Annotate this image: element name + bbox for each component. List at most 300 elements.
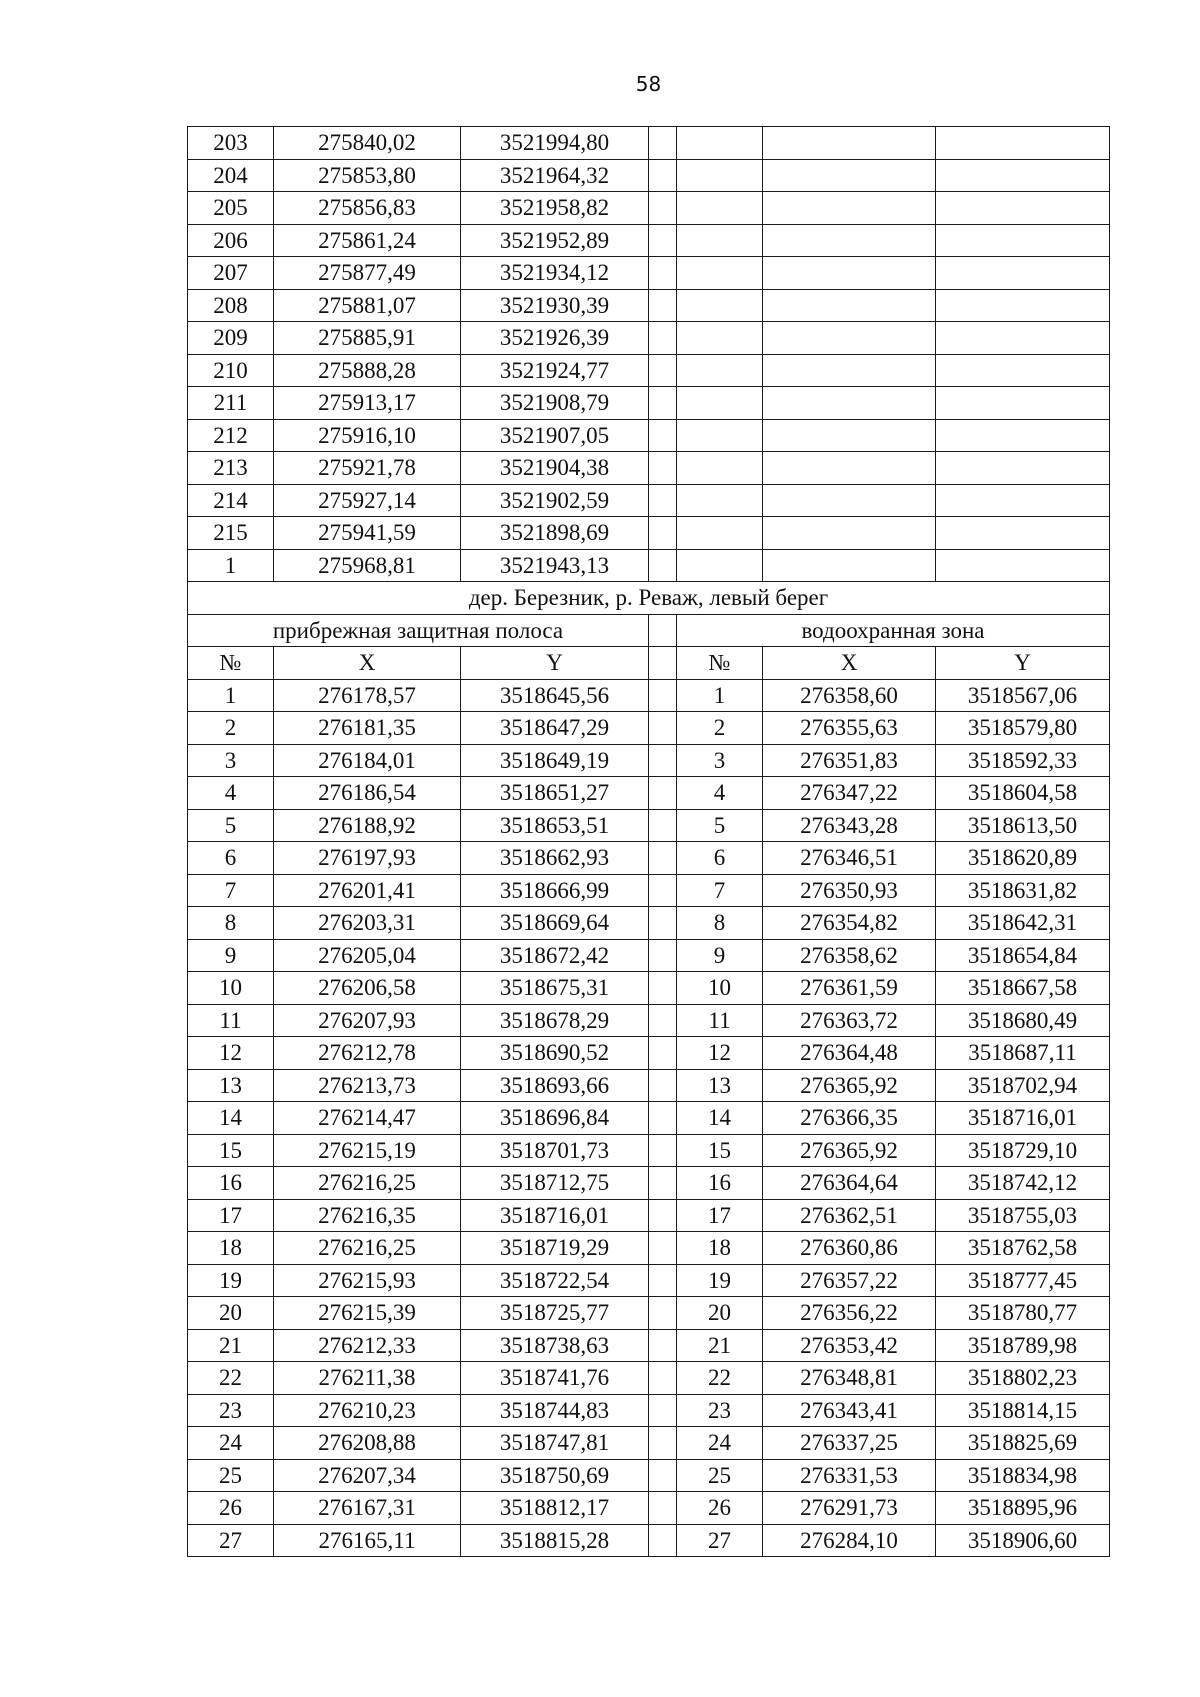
shore-coord-y: 3518649,19 [461,744,649,777]
table-row [188,1069,1110,1102]
zone-coord-x: 276365,92 [763,1069,936,1102]
gap-cell [649,1362,677,1395]
zone-coord-x: 276364,48 [763,1037,936,1070]
coordinates-table [187,126,1110,1557]
zone-coord-y: 3518702,94 [936,1069,1110,1102]
table-row [188,419,1110,452]
coord-y: 3521904,38 [461,452,649,485]
zone-point-number: 7 [677,874,763,907]
zone-coord-x: 276337,25 [763,1427,936,1460]
shore-coord-y: 3518750,69 [461,1459,649,1492]
shore-point-number: 7 [188,874,274,907]
gap-cell [649,192,677,225]
shore-coord-x: 276216,35 [274,1199,461,1232]
coord-x: 275888,28 [274,354,461,387]
zone-coord-y: 3518680,49 [936,1004,1110,1037]
empty-cell [763,127,936,160]
zone-coord-x: 276353,42 [763,1329,936,1362]
zone-point-number: 19 [677,1264,763,1297]
shore-coord-x: 276212,78 [274,1037,461,1070]
coord-y: 3521902,59 [461,484,649,517]
shore-point-number: 26 [188,1492,274,1525]
empty-cell [677,159,763,192]
shore-coord-x: 276205,04 [274,939,461,972]
gap-cell [649,907,677,940]
empty-cell [763,224,936,257]
gap-cell [649,1459,677,1492]
header-num-left: № [188,647,274,680]
gap-cell [649,224,677,257]
zone-coord-x: 276354,82 [763,907,936,940]
shore-coord-y: 3518675,31 [461,972,649,1005]
gap-cell [649,744,677,777]
point-number: 213 [188,452,274,485]
empty-cell [677,289,763,322]
table-row [188,224,1110,257]
zone-coord-y: 3518742,12 [936,1167,1110,1200]
table-row [188,777,1110,810]
section-title: дер. Березник, р. Реваж, левый берег [188,582,1110,615]
header-x-left: X [274,647,461,680]
coord-y: 3521926,39 [461,322,649,355]
zone-coord-x: 276346,51 [763,842,936,875]
empty-cell [763,387,936,420]
zone-coord-y: 3518755,03 [936,1199,1110,1232]
shore-point-number: 10 [188,972,274,1005]
empty-cell [936,484,1110,517]
gap-cell [649,679,677,712]
table-row [188,809,1110,842]
shore-coord-x: 276211,38 [274,1362,461,1395]
zone-point-number: 16 [677,1167,763,1200]
empty-cell [677,452,763,485]
zone-point-number: 20 [677,1297,763,1330]
zone-coord-x: 276361,59 [763,972,936,1005]
shore-coord-y: 3518662,93 [461,842,649,875]
point-number: 214 [188,484,274,517]
shore-coord-x: 276197,93 [274,842,461,875]
shore-coord-x: 276186,54 [274,777,461,810]
shore-coord-x: 276165,11 [274,1524,461,1557]
zone-coord-y: 3518613,50 [936,809,1110,842]
coord-x: 275877,49 [274,257,461,290]
zone-coord-y: 3518620,89 [936,842,1110,875]
shore-coord-y: 3518815,28 [461,1524,649,1557]
empty-cell [677,484,763,517]
coord-x: 275840,02 [274,127,461,160]
shore-coord-y: 3518725,77 [461,1297,649,1330]
zone-coord-y: 3518654,84 [936,939,1110,972]
zone-coord-y: 3518604,58 [936,777,1110,810]
table-row [188,159,1110,192]
shore-coord-y: 3518693,66 [461,1069,649,1102]
empty-cell [677,387,763,420]
gap-cell [649,1199,677,1232]
gap-cell [649,354,677,387]
point-number: 210 [188,354,274,387]
table-row [188,874,1110,907]
zone-coord-y: 3518631,82 [936,874,1110,907]
empty-cell [677,192,763,225]
zone-point-number: 22 [677,1362,763,1395]
zone-coord-x: 276357,22 [763,1264,936,1297]
gap-cell [649,1329,677,1362]
point-number: 208 [188,289,274,322]
shore-coord-x: 276178,57 [274,679,461,712]
coord-x: 275913,17 [274,387,461,420]
table-row [188,127,1110,160]
zone-coord-y: 3518802,23 [936,1362,1110,1395]
gap-cell [649,1167,677,1200]
empty-cell [677,127,763,160]
gap-cell [649,1492,677,1525]
gap-cell [649,322,677,355]
zone-point-number: 2 [677,712,763,745]
coord-y: 3521907,05 [461,419,649,452]
gap-cell [649,712,677,745]
zone-coord-x: 276358,62 [763,939,936,972]
shore-coord-x: 276184,01 [274,744,461,777]
left-zone-title: прибрежная защитная полоса [188,614,649,647]
section-title-row [188,582,1110,615]
shore-coord-x: 276216,25 [274,1232,461,1265]
empty-cell [936,159,1110,192]
zone-coord-y: 3518906,60 [936,1524,1110,1557]
table-row [188,939,1110,972]
table-row [188,1134,1110,1167]
column-header-row [188,647,1110,680]
gap-cell [649,1069,677,1102]
gap-cell [649,647,677,680]
empty-cell [936,549,1110,582]
zone-coord-y: 3518579,80 [936,712,1110,745]
shore-coord-y: 3518696,84 [461,1102,649,1135]
shore-point-number: 8 [188,907,274,940]
table-row [188,1037,1110,1070]
table-row [188,1524,1110,1557]
zone-point-number: 8 [677,907,763,940]
zone-coord-x: 276358,60 [763,679,936,712]
zone-point-number: 13 [677,1069,763,1102]
zone-point-number: 10 [677,972,763,1005]
shore-coord-x: 276215,93 [274,1264,461,1297]
zone-coord-x: 276347,22 [763,777,936,810]
gap-cell [649,549,677,582]
point-number: 207 [188,257,274,290]
empty-cell [936,419,1110,452]
gap-cell [649,419,677,452]
shore-coord-y: 3518653,51 [461,809,649,842]
zone-coord-y: 3518789,98 [936,1329,1110,1362]
zone-coord-x: 276363,72 [763,1004,936,1037]
shore-point-number: 17 [188,1199,274,1232]
shore-coord-x: 276203,31 [274,907,461,940]
shore-point-number: 27 [188,1524,274,1557]
shore-coord-x: 276215,19 [274,1134,461,1167]
coord-x: 275881,07 [274,289,461,322]
shore-coord-y: 3518645,56 [461,679,649,712]
empty-cell [763,159,936,192]
coord-x: 275941,59 [274,517,461,550]
zone-coord-y: 3518716,01 [936,1102,1110,1135]
empty-cell [936,257,1110,290]
coord-x: 275927,14 [274,484,461,517]
coord-y: 3521908,79 [461,387,649,420]
table-row [188,1004,1110,1037]
zone-coord-y: 3518825,69 [936,1427,1110,1460]
gap-cell [649,939,677,972]
zone-point-number: 18 [677,1232,763,1265]
empty-cell [936,517,1110,550]
zone-coord-x: 276343,28 [763,809,936,842]
empty-cell [677,549,763,582]
shore-point-number: 24 [188,1427,274,1460]
shore-point-number: 6 [188,842,274,875]
shore-coord-x: 276207,34 [274,1459,461,1492]
table-row [188,1102,1110,1135]
shore-coord-y: 3518744,83 [461,1394,649,1427]
gap-cell [649,1264,677,1297]
coord-x: 275885,91 [274,322,461,355]
section-rows [188,679,1110,1557]
zone-coord-x: 276365,92 [763,1134,936,1167]
zone-point-number: 25 [677,1459,763,1492]
header-x-right: X [763,647,936,680]
gap-cell [649,1232,677,1265]
zone-point-number: 17 [677,1199,763,1232]
shore-point-number: 5 [188,809,274,842]
table-row [188,354,1110,387]
zone-coord-x: 276351,83 [763,744,936,777]
shore-coord-y: 3518722,54 [461,1264,649,1297]
empty-cell [936,387,1110,420]
zone-coord-x: 276291,73 [763,1492,936,1525]
right-zone-title: водоохранная зона [677,614,1110,647]
coord-y: 3521952,89 [461,224,649,257]
shore-point-number: 13 [188,1069,274,1102]
shore-coord-y: 3518669,64 [461,907,649,940]
table-row [188,1427,1110,1460]
shore-point-number: 15 [188,1134,274,1167]
table-row [188,972,1110,1005]
zone-point-number: 3 [677,744,763,777]
zone-coord-y: 3518762,58 [936,1232,1110,1265]
coord-x: 275968,81 [274,549,461,582]
shore-coord-x: 276213,73 [274,1069,461,1102]
empty-cell [677,322,763,355]
coord-y: 3521924,77 [461,354,649,387]
coord-x: 275916,10 [274,419,461,452]
gap-cell [649,777,677,810]
shore-coord-y: 3518712,75 [461,1167,649,1200]
shore-coord-x: 276167,31 [274,1492,461,1525]
empty-cell [763,517,936,550]
shore-point-number: 21 [188,1329,274,1362]
gap-cell [649,484,677,517]
shore-coord-y: 3518738,63 [461,1329,649,1362]
table-row [188,1297,1110,1330]
gap-cell [649,614,677,647]
shore-point-number: 3 [188,744,274,777]
table-row [188,1264,1110,1297]
zone-point-number: 5 [677,809,763,842]
zone-point-number: 1 [677,679,763,712]
zone-point-number: 6 [677,842,763,875]
zone-coord-y: 3518667,58 [936,972,1110,1005]
table-row [188,1232,1110,1265]
gap-cell [649,874,677,907]
shore-coord-x: 276216,25 [274,1167,461,1200]
zone-point-number: 15 [677,1134,763,1167]
zone-coord-x: 276350,93 [763,874,936,907]
empty-cell [763,452,936,485]
shore-coord-x: 276181,35 [274,712,461,745]
empty-cell [677,419,763,452]
empty-cell [936,224,1110,257]
coord-y: 3521958,82 [461,192,649,225]
section-header [188,582,1110,680]
shore-point-number: 20 [188,1297,274,1330]
point-number: 215 [188,517,274,550]
shore-coord-x: 276207,93 [274,1004,461,1037]
shore-point-number: 12 [188,1037,274,1070]
zone-point-number: 21 [677,1329,763,1362]
point-number: 209 [188,322,274,355]
gap-cell [649,1102,677,1135]
gap-cell [649,1297,677,1330]
empty-cell [763,192,936,225]
zone-coord-x: 276362,51 [763,1199,936,1232]
empty-cell [677,517,763,550]
point-number: 203 [188,127,274,160]
gap-cell [649,289,677,322]
gap-cell [649,1524,677,1557]
shore-point-number: 19 [188,1264,274,1297]
header-num-right: № [677,647,763,680]
zone-coord-y: 3518895,96 [936,1492,1110,1525]
point-number: 1 [188,549,274,582]
shore-point-number: 25 [188,1459,274,1492]
empty-cell [763,257,936,290]
table-row [188,257,1110,290]
point-number: 212 [188,419,274,452]
point-number: 211 [188,387,274,420]
empty-cell [677,257,763,290]
zone-coord-y: 3518834,98 [936,1459,1110,1492]
coord-y: 3521994,80 [461,127,649,160]
empty-cell [936,192,1110,225]
table-row [188,842,1110,875]
shore-coord-y: 3518666,99 [461,874,649,907]
zone-coord-y: 3518729,10 [936,1134,1110,1167]
table-row [188,907,1110,940]
shore-coord-x: 276210,23 [274,1394,461,1427]
continuation-rows [188,127,1110,582]
empty-cell [677,354,763,387]
coord-x: 275861,24 [274,224,461,257]
header-y-right: Y [936,647,1110,680]
gap-cell [649,452,677,485]
zone-coord-y: 3518592,33 [936,744,1110,777]
shore-point-number: 14 [188,1102,274,1135]
shore-point-number: 1 [188,679,274,712]
shore-coord-x: 276214,47 [274,1102,461,1135]
zone-coord-y: 3518687,11 [936,1037,1110,1070]
zone-coord-y: 3518814,15 [936,1394,1110,1427]
shore-coord-y: 3518672,42 [461,939,649,972]
shore-point-number: 11 [188,1004,274,1037]
gap-cell [649,842,677,875]
empty-cell [936,322,1110,355]
zone-point-number: 4 [677,777,763,810]
shore-point-number: 16 [188,1167,274,1200]
zone-title-row [188,614,1110,647]
table-row [188,744,1110,777]
point-number: 204 [188,159,274,192]
shore-coord-x: 276208,88 [274,1427,461,1460]
shore-coord-y: 3518647,29 [461,712,649,745]
empty-cell [763,322,936,355]
gap-cell [649,1037,677,1070]
shore-point-number: 2 [188,712,274,745]
shore-point-number: 23 [188,1394,274,1427]
coord-y: 3521930,39 [461,289,649,322]
zone-coord-x: 276343,41 [763,1394,936,1427]
table-row [188,1199,1110,1232]
gap-cell [649,387,677,420]
table-row [188,289,1110,322]
gap-cell [649,809,677,842]
empty-cell [763,549,936,582]
gap-cell [649,1427,677,1460]
zone-coord-y: 3518567,06 [936,679,1110,712]
zone-coord-x: 276366,35 [763,1102,936,1135]
empty-cell [763,289,936,322]
coord-x: 275853,80 [274,159,461,192]
table-row [188,712,1110,745]
table-row [188,387,1110,420]
shore-coord-y: 3518812,17 [461,1492,649,1525]
coord-x: 275921,78 [274,452,461,485]
zone-point-number: 26 [677,1492,763,1525]
empty-cell [763,354,936,387]
empty-cell [936,289,1110,322]
table-row [188,452,1110,485]
shore-coord-y: 3518651,27 [461,777,649,810]
zone-point-number: 12 [677,1037,763,1070]
empty-cell [936,452,1110,485]
shore-point-number: 18 [188,1232,274,1265]
shore-coord-x: 276201,41 [274,874,461,907]
zone-point-number: 14 [677,1102,763,1135]
shore-coord-x: 276212,33 [274,1329,461,1362]
table-row [188,1329,1110,1362]
table-row [188,679,1110,712]
table-row [188,1362,1110,1395]
shore-coord-x: 276188,92 [274,809,461,842]
gap-cell [649,972,677,1005]
zone-coord-x: 276356,22 [763,1297,936,1330]
table-row [188,484,1110,517]
table-row [188,1394,1110,1427]
point-number: 206 [188,224,274,257]
shore-coord-x: 276215,39 [274,1297,461,1330]
coord-y: 3521964,32 [461,159,649,192]
empty-cell [763,484,936,517]
zone-coord-x: 276360,86 [763,1232,936,1265]
empty-cell [763,419,936,452]
gap-cell [649,257,677,290]
